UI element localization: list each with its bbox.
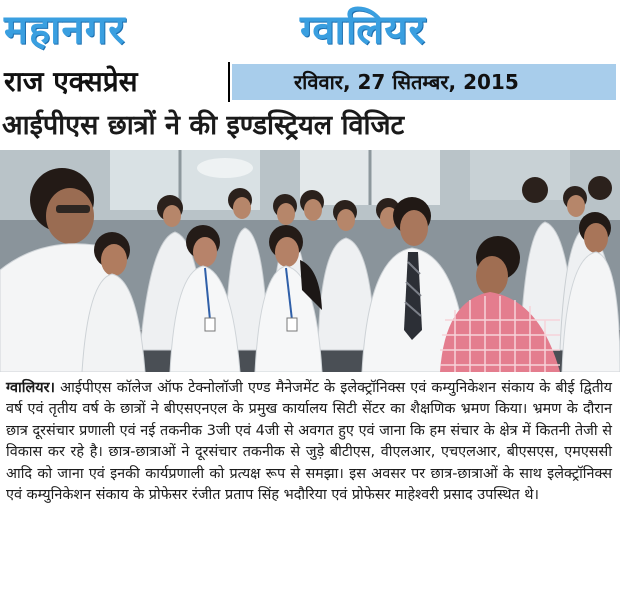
article-photo <box>0 150 620 372</box>
article-dateline: ग्वालियर। <box>6 380 55 396</box>
article-headline: आईपीएस छात्रों ने की इण्डस्ट्रियल विजिट <box>2 110 405 141</box>
section-title-gwalior: ग्वालियर <box>300 7 426 53</box>
group-photo-icon <box>0 150 620 372</box>
section-title-mahanagar: महानगर <box>4 7 126 53</box>
article-body <box>6 378 612 598</box>
date-bar <box>232 64 616 100</box>
masthead <box>0 62 230 102</box>
article-body-text: आईपीएस कॉलेज ऑफ टेक्नोलॉजी एण्ड मैनेजमेंट के इलेक्ट्रॉनिक्स एवं कम्युनिकेशन संकाय के बीई द्वितीय वर्ष एवं तृतीय वर्ष के छात्रों ने बीएसएनएल के प्रमुख कार्यालय सिटी सेंटर का शैक्षणिक भ्रमण किया। भ्रमण के दौरान छात्र दूरसंचार प्रणाली एवं नई तकनीक 3जी एवं 4जी से अवगत हुए एवं जाना कि हम संचार के क्षेत्र में कितनी तेजी से विकास कर रहे है। छात्र-छात्राओं ने दूरसंचार तकनीक से जुड़े बीटीएस, वीएलआर, एचएलआर, बीएसएस, एमएससी आदि को जाना एवं इनकी कार्यप्रणाली को प्रत्यक्ष रूप से समझा। इस अवसर पर छात्र-छात्राओं के साथ इलेक्ट्रॉनिक्स एवं कम्युनिकेशन संकाय के प्रोफेसर रंजीत प्रताप सिंह भदौरिया एवं प्रोफेसर माहेश्वरी प्रसाद उपस्थित थे। <box>6 380 612 504</box>
masthead-label: राज एक्सप्रेस <box>4 65 138 98</box>
publication-date: रविवार, 27 सितम्बर, 2015 <box>294 70 519 94</box>
